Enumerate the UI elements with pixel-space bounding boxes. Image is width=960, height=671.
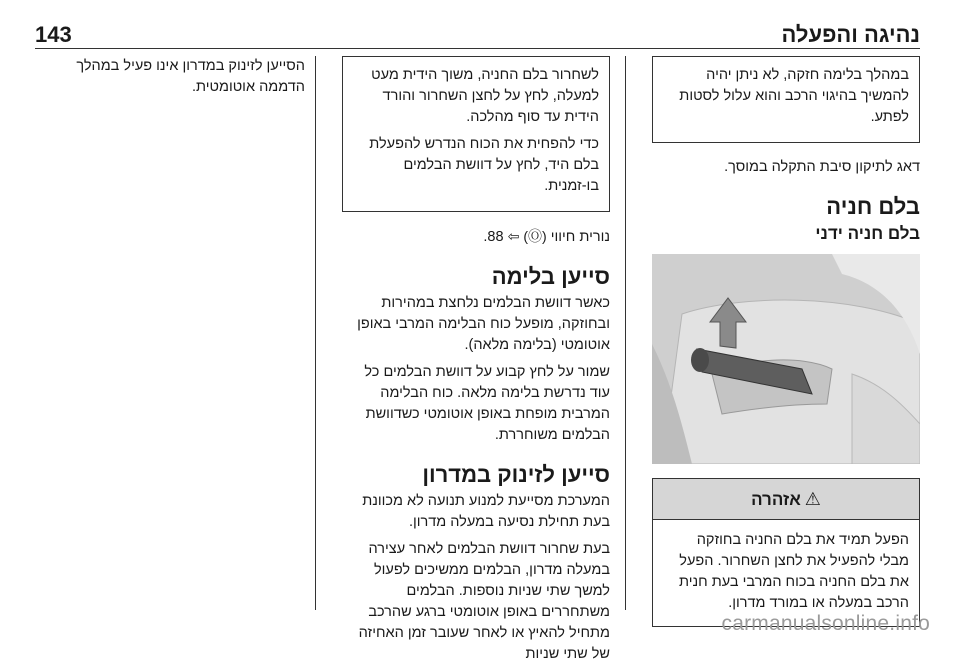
parking-brake-figure [652,254,920,464]
heading-brake-assist: סייען בלימה [491,264,610,289]
force-text: כדי להפחית את הכוח הנדרש להפעלת בלם היד, לחץ על דוושת הבלמים בו-זמנית. [369,136,599,194]
column-divider-left [315,56,316,610]
hill-start-autostop-note: הסייען לזינוק במדרון אינו פעיל במהלך הדממה אוטומטית. [76,58,305,95]
warning-text: הפעל תמיד את בלם החניה בחוזקה מבלי להפעיל את לחצן השחרור. הפעל את בלם החניה בכוח המרבי בעת חנית הרכב במעלה או במורד מדרון. [679,532,909,611]
release-box [342,56,610,212]
parking-brake-illustration [652,254,920,464]
page-reference-arrow-icon: ⇦ [507,228,520,244]
warning-box [652,478,920,627]
watermark: carmanualsonline.info [721,612,930,635]
warning-triangle-icon: ⚠ [804,488,821,509]
column-divider-right [625,56,626,610]
page-title: נהיגה והפעלה [781,22,920,47]
indicator-reference-label: נורית חיווי [550,229,610,245]
column-middle [342,56,610,671]
warning-title: אזהרה [751,489,801,509]
heading-hill-start-assist: סייען לזינוק במדרון [422,462,610,487]
indicator-reference: נורית חיווי (Ⓞ) ⇦ 88. [483,228,610,245]
column-left [33,56,305,104]
hill-start-text-1: המערכת מסייעת למנוע תנועה לא מכוונת בעת תחילת נסיעה במעלה מדרון. [362,493,610,530]
column-right [652,56,920,627]
indicator-reference-page[interactable]: 88 [487,229,504,245]
brake-assist-text-2: שמור על לחץ קבוע על דוושת הבלמים כל עוד נדרשת בלימה מלאה. כוח הבלימה המרבית מופחת באופן אוטומטי כשדוושת הבלמים משוחררת. [364,364,610,443]
section-heading-parking-brake: בלם חניה [826,194,920,219]
page-number: 143 [35,22,72,47]
caution-box [652,56,920,143]
sub-heading-manual-parking-brake: בלם חניה ידני [815,224,920,243]
warning-header [653,479,919,520]
hill-start-text-2: בעת שחרור דוושת הבלמים לאחר עצירה במעלה מדרון, הבלמים ממשיכים לפעול למשך שתי שניות נוספות. הבלמים משתחררים באופן אוטומטי ברגע שהרכב מתחיל להאיץ או לאחר שעובר זמן האחיזה של שתי שניות [358,541,610,662]
brake-indicator-icon: (Ⓞ) [523,228,547,244]
header-rule [35,48,920,49]
brake-assist-text-1: כאשר דוושת הבלמים נלחצת במהירות ובחוזקה, מופעל כוח הבלימה המרבי באופן אוטומטי (בלימה מלאה). [357,295,610,353]
caution-text: במהלך בלימה חזקה, לא ניתן יהיה להמשיך בהיגוי הרכב והוא עלול לסטות לפתע. [679,67,909,125]
release-text: לשחרור בלם החניה, משוך הידית מעט למעלה, לחץ על לחצן השחרור והורד הידית עד סוף מהלכה. [371,67,599,125]
service-note: דאג לתיקון סיבת התקלה במוסך. [724,159,920,175]
